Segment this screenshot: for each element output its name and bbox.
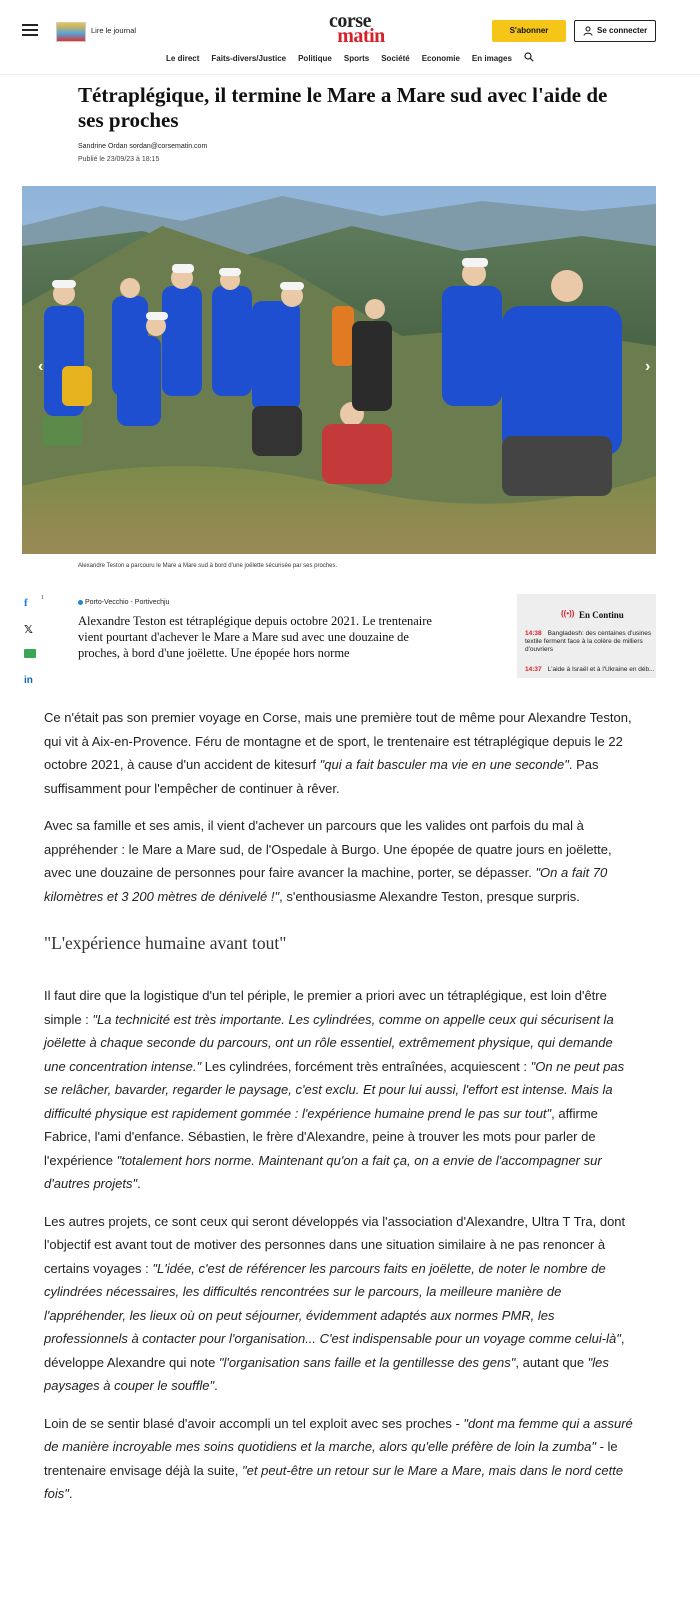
hero-caption: Alexandre Teston a parcouru le Mare a Mare sud à bord d'une joëlette sécurisée par ses proches. bbox=[78, 563, 338, 569]
text-run: . Pas suffisamment pour l'empêcher de continuer à rêver. bbox=[44, 757, 599, 796]
text-run: . bbox=[214, 1378, 218, 1393]
article-subheading: "L'expérience humaine avant tout" bbox=[44, 933, 287, 953]
live-entry-time: 14:37 bbox=[525, 666, 542, 673]
search-button[interactable] bbox=[524, 52, 534, 64]
logo-text-corse: corse bbox=[329, 10, 371, 32]
quote-run: "qui a fait basculer ma vie en une seconde" bbox=[319, 757, 569, 772]
hero-image[interactable] bbox=[22, 186, 656, 554]
quote-run: "et peut-être un retour sur le Mare a Mare, mais dans le nord cette fois" bbox=[44, 1462, 624, 1501]
read-journal-link[interactable]: Lire le journal bbox=[91, 26, 137, 35]
nav-item-politique[interactable]: Politique bbox=[298, 53, 332, 63]
article-location[interactable] bbox=[78, 599, 169, 606]
location-pin-icon bbox=[78, 600, 83, 605]
nav-item-societe[interactable]: Société bbox=[381, 53, 410, 63]
nav-item-en-images[interactable]: En images bbox=[471, 53, 512, 63]
quote-run: "La technicité est très importante. Les cylindrées, comme on appelle ceux qui sécurisent la joëlette à chaque seconde du parcours, ont un rôle essentiel, extrêmement physique, qui demande une concentration intense." bbox=[44, 1011, 614, 1074]
site-logo[interactable] bbox=[305, 10, 395, 48]
article-paragraph bbox=[44, 984, 638, 1196]
live-entry[interactable] bbox=[525, 630, 656, 654]
email-icon bbox=[24, 649, 36, 658]
quote-run: "L'idée, c'est de référencer les parcours faits en joëlette, de noter le nombre de cylindrées nécessaires, les difficultés rencontrées sur le parcours, la meilleure manière de l'appréhender, les lieux où on peut séjourner, évidemment adaptés aux normes PMR, les professionnels à contacter pour l'organisation... C'est indispensable pour un voyage comme celui-là" bbox=[44, 1260, 621, 1346]
article-lead: Alexandre Teston est tétraplégique depuis octobre 2021. Le trentenaire vient pourtant d'achever le Mare a Mare sud avec une douzaine de proches, à bord d'une joëlette. Une épopée hors norme bbox=[78, 614, 432, 660]
article-paragraph bbox=[44, 1210, 638, 1398]
subscribe-button[interactable]: S'abonner bbox=[492, 20, 566, 42]
carousel-next-icon[interactable]: › bbox=[645, 358, 651, 375]
text-run: Il faut dire que la logistique d'un tel périple, le premier a priori avec un tétraplégique, est loin d'être simple : bbox=[44, 988, 607, 1027]
quote-run: "totalement hors norme. Maintenant qu'on a fait ça, on a envie de l'accompagner sur d'autres projets" bbox=[44, 1152, 602, 1191]
live-entry-text: Bangladesh: des centaines d'usines textile ferment face à la colère de milliers d'ouvriers bbox=[525, 630, 652, 653]
linkedin-icon[interactable]: in bbox=[24, 675, 33, 686]
nav-item-faits-divers[interactable]: Faits-divers/Justice bbox=[211, 53, 287, 63]
login-label: Se connecter bbox=[597, 26, 648, 35]
article-paragraph bbox=[44, 706, 638, 800]
x-icon[interactable]: 𝕏 bbox=[24, 623, 33, 636]
live-feed-widget[interactable] bbox=[517, 594, 656, 678]
article-published-date: Publié le 23/09/23 à 18:15 bbox=[78, 156, 160, 163]
article-paragraph bbox=[44, 1412, 638, 1506]
journal-cover-thumbnail[interactable] bbox=[56, 22, 86, 42]
logo-text-matin: matin bbox=[337, 25, 385, 47]
article-byline: Sandrine Ordan sordan@corsematin.com bbox=[78, 143, 208, 150]
text-run: - le trentenaire envisage déjà la suite, bbox=[44, 1439, 618, 1478]
text-run: . bbox=[68, 1486, 73, 1501]
carousel-prev-icon[interactable]: ‹ bbox=[38, 358, 44, 375]
nav-item-economie[interactable]: Economie bbox=[421, 53, 460, 63]
facebook-share-count: 1 bbox=[41, 595, 44, 601]
text-run: , affirme Fabrice, l'ami d'enfance. Sébastien, le frère d'Alexandre, peine à trouver les mots pour parler de l'expérience bbox=[44, 1105, 598, 1168]
search-icon bbox=[524, 52, 534, 62]
live-entry[interactable] bbox=[525, 666, 656, 674]
live-feed-title: En Continu bbox=[579, 610, 624, 620]
text-run: , s'enthousiasme Alexandre Teston, presque surpris. bbox=[279, 888, 580, 904]
share-bar bbox=[24, 597, 44, 701]
quote-run: "l'organisation sans faille et la gentillesse des gens" bbox=[218, 1354, 516, 1370]
article-paragraph bbox=[44, 814, 638, 908]
hero-photo-illustration bbox=[22, 186, 656, 554]
live-entry-text: L'aide à Israël et à l'Ukraine en déb... bbox=[547, 666, 655, 673]
quote-run: "dont ma femme qui a assuré de manière incroyable mes soins quotidiens et la marche, alors qu'elle préfère de loin la zumba" bbox=[44, 1415, 633, 1454]
quote-run: "les paysages à couper le souffle" bbox=[44, 1354, 609, 1393]
menu-icon[interactable] bbox=[22, 24, 38, 36]
quote-run: "On ne peut pas se relâcher, bavarder, regarder le paysage, c'est exclu. Et pour lui aussi, l'effort est intense. Mais la difficulté physique est rapidement gommée : l'expérience humaine prend le pas sur tout" bbox=[44, 1058, 625, 1121]
text-run: . bbox=[137, 1176, 141, 1191]
article-title: Tétraplégique, il termine le Mare a Mare sud avec l'aide de ses proches bbox=[78, 83, 608, 132]
header-divider bbox=[0, 74, 700, 75]
article-body bbox=[44, 706, 638, 1520]
text-run: Les cylindrées, forcément très entraînées, acquiescent : bbox=[201, 1058, 531, 1074]
text-run: Ce n'était pas son premier voyage en Corse, mais une première tout de même pour Alexandre Teston, qui vit à Aix-en-Provence. Féru de montagne et de sport, le trentenaire est tétraplégique depuis le 22 octobre 2021, à cause d'un accident de kitesurf bbox=[44, 710, 632, 772]
text-run: Avec sa famille et ses amis, il vient d'achever un parcours que les valides ont parfois du mal à appréhender : le Mare a Mare sud, de l'Ospedale à Burgo. Une épopée de quatre jours en joëlette, avec une douzaine de personnes pour faire avancer la machine, porter, se dépasser. bbox=[44, 818, 612, 880]
nav-item-direct[interactable]: Le direct bbox=[166, 53, 200, 63]
location-label: Porto-Vecchio - Portivechju bbox=[85, 599, 170, 606]
facebook-icon[interactable]: f 1 bbox=[24, 595, 44, 609]
nav-item-sports[interactable]: Sports bbox=[343, 53, 370, 63]
quote-run: "On a fait 70 kilomètres et 3 200 mètres de dénivelé !" bbox=[44, 865, 608, 904]
text-run: Loin de se sentir blasé d'avoir accompli un tel exploit avec ses proches - bbox=[44, 1415, 464, 1431]
main-nav bbox=[0, 52, 700, 70]
login-button[interactable] bbox=[574, 20, 656, 42]
email-share-button[interactable] bbox=[24, 649, 44, 669]
live-radio-icon: ((•)) bbox=[561, 609, 575, 618]
text-run: , autant que bbox=[515, 1354, 588, 1370]
text-run: Les autres projets, ce sont ceux qui seront développés via l'association d'Alexandre, Ultra T Tra, dont l'objectif est avant tout de motiver des personnes dans une situation similaire à ne pas renoncer à certains voyages : bbox=[44, 1213, 626, 1276]
live-entry-time: 14:38 bbox=[525, 630, 542, 637]
user-icon bbox=[583, 26, 593, 36]
text-run: , développe Alexandre qui note bbox=[44, 1331, 625, 1370]
